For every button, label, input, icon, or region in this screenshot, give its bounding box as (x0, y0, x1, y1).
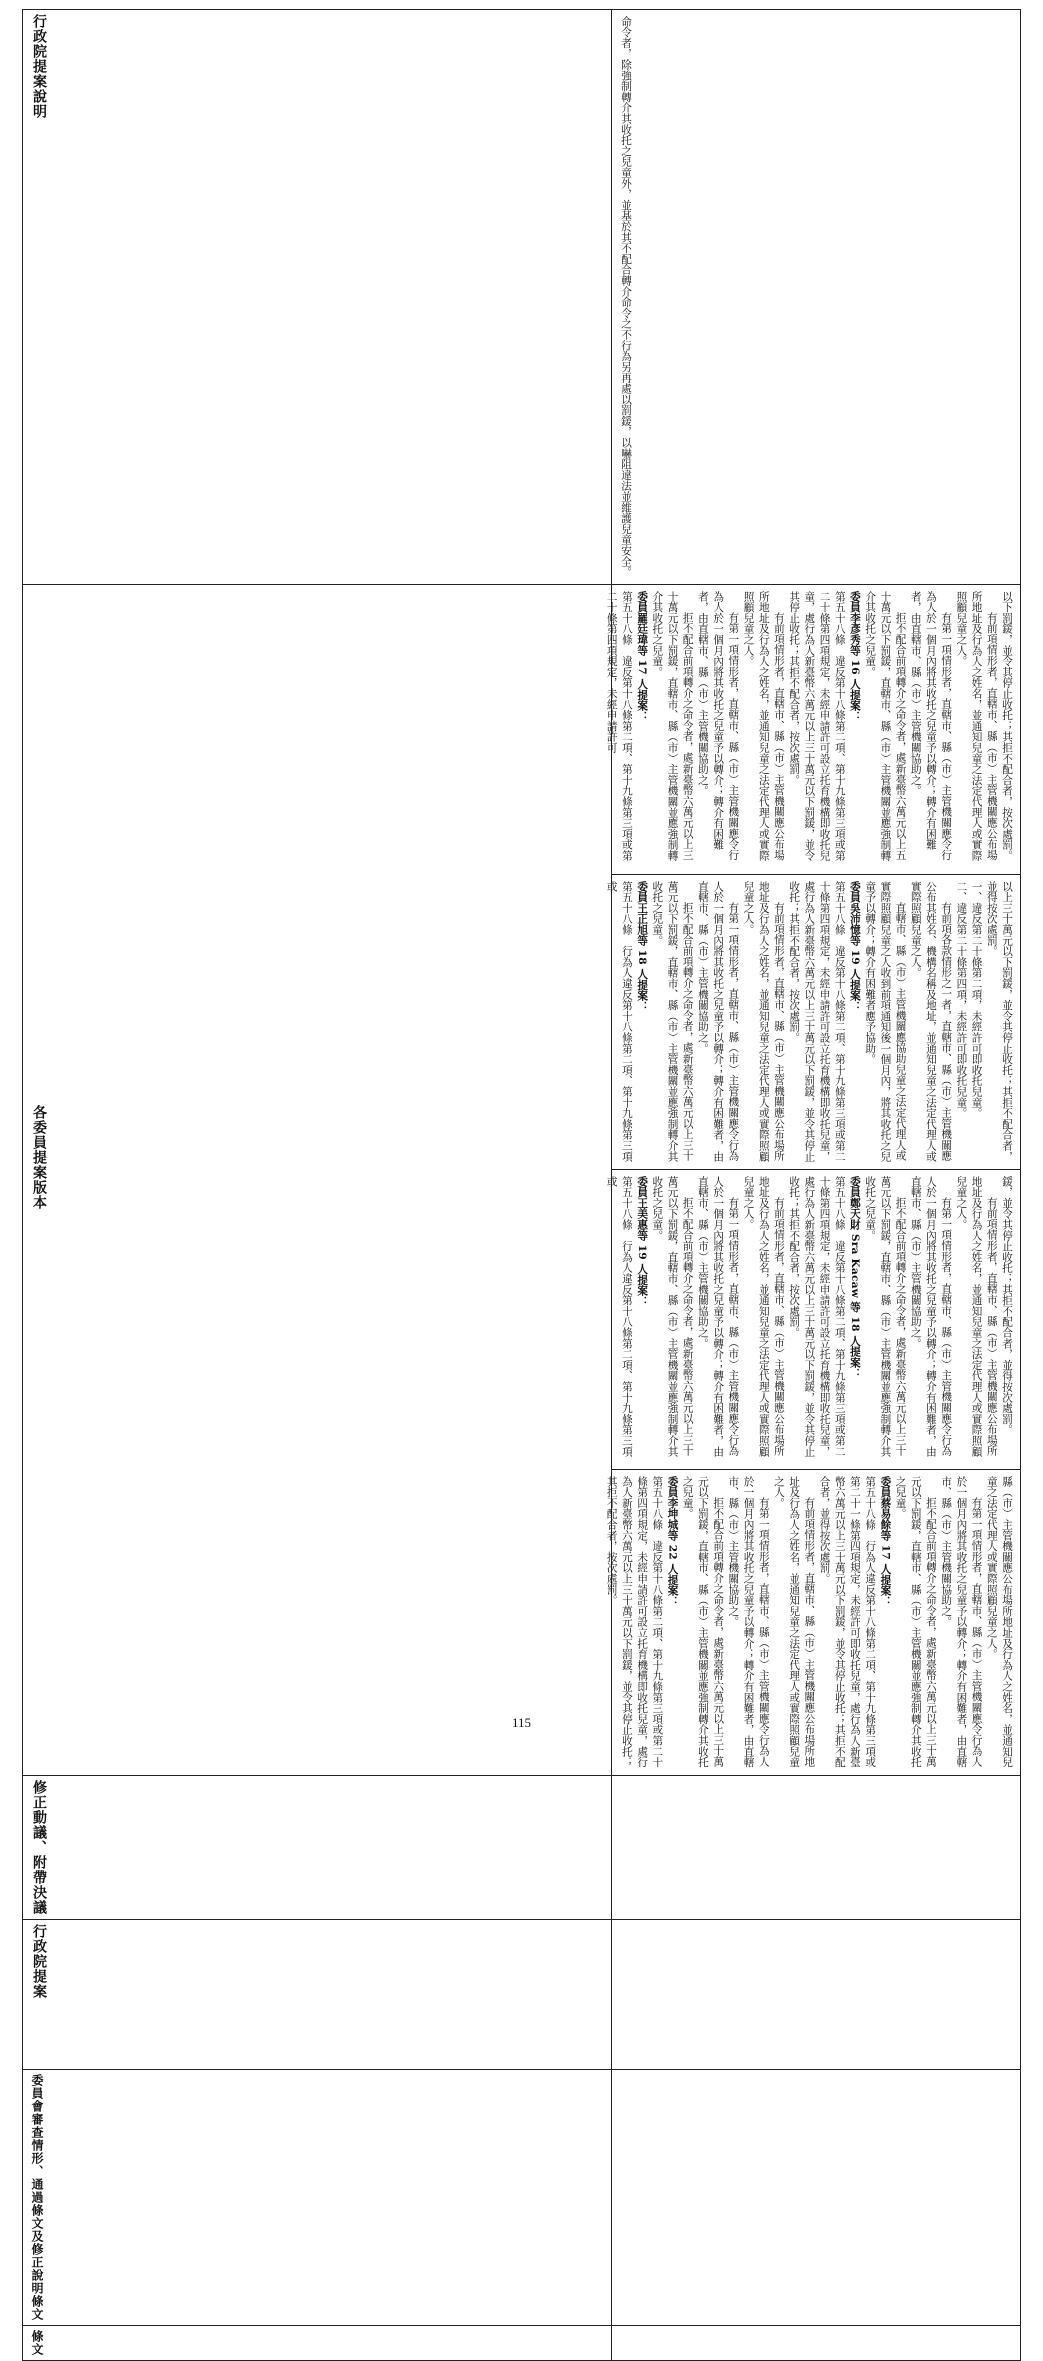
proposal-title: 委員蔡易餘等 17 人提案： (879, 1475, 892, 1607)
proposal-paragraph: 一、違反第二十條第二項，未經許可即收托兒童。 (970, 880, 983, 1119)
proposal-paragraph: 鍰，並令其停止收托；其拒不配合者，並得按次處罰。 (1001, 1175, 1013, 1435)
proposal-paragraph: 以下罰鍰，並令其停止收托；其拒不配合者，按次處罰。 (1001, 590, 1013, 861)
proposal-paragraph: 有前項情形者，直轄市、縣（市）主管機關應公布場所地址及行為人之姓名，並通知兒童之法定代理人或實際照顧兒童之人。 (742, 1175, 785, 1457)
proposal-paragraph: 縣（市）主管機關應公布場所地址及行為人之姓名，並通知兒童之法定代理人或實際照顧兒童之人。 (985, 1475, 1013, 1768)
header-amendment-cell (23, 1775, 612, 1919)
proposal-title: 委員李彥秀等 16 人提案： (848, 590, 861, 722)
header-exec-draft-cell (23, 1919, 612, 2069)
proposal-paragraph: 有前項情形者，直轄市、縣（市）主管機關應公布場所地址及行為人之姓名，並通知兒童之法定代理人或實際照顧兒童之人。 (955, 1175, 998, 1457)
proposal-paragraph: 以上三十萬元以下罰鍰，並令其停止收托；其拒不配合者，並得按次處罰。 (985, 880, 1013, 1162)
exec-note-cell (611, 10, 1020, 585)
proposal-paragraph: 直轄市、縣（市）主管機關應協助兒童之法定代理人或實際照顧兒童之人收到前項通知後一個月內，將其收托之兒童予以轉介；轉介有困難者應予協助。 (864, 880, 907, 1162)
proposal-title: 委員鄭天財 Sra Kacaw 等 18 人提案： (848, 1175, 861, 1379)
header-committee-cell (23, 2069, 612, 2325)
proposal-paragraph: 有第一項情形者，直轄市、縣（市）主管機關應令行為人於一個月內將其收托之兒童予以轉介；轉介有困難者，由直轄市、縣（市）主管機關協助之。 (909, 590, 953, 861)
proposal-paragraph: 有前項情形者，直轄市、縣（市）主管機關應公布場所地址及行為人之姓名，並通知兒童之法定代理人或實際照顧兒童之人。 (772, 1475, 816, 1768)
proposal-paragraph: 第五十八條 違反第十八條第二項、第十九條第三項或第二十條第四項規定，未經申請許可設立托育機構即收托兒童，處行為人新臺幣六萬元以上三十萬元以下罰鍰，並令其停止收托；其拒不配合者，按次處罰。 (788, 880, 846, 1162)
proposal-paragraph: 拒不配合前項轉介之命令者，處新臺幣六萬元以上三十萬元以下罰鍰，直轄市、縣（市）主管機關並應強制轉介其收托之兒童。 (681, 1475, 725, 1768)
member-drafts-col-2 (605, 1170, 1020, 1470)
proposal-paragraph: 有第一項情形者，直轄市、縣（市）主管機關應令行為人於一個月內將其收托之兒童予以轉介；轉介有困難者，由直轄市、縣（市）主管機關協助之。 (909, 1175, 953, 1457)
comparison-table (22, 9, 1021, 2361)
header-committee: 委員會審查情形、通過條文及修正說明條文 (30, 2073, 44, 2321)
proposal-paragraph: 拒不配合前項轉介之命令者，處新臺幣六萬元以上五十萬元以下罰鍰，直轄市、縣（市）主管機關並應強制轉介其收托之兒童。 (864, 590, 907, 861)
header-amendment: 修正動議、附帶決議 (31, 1779, 47, 1915)
proposal-paragraph: 拒不配合前項轉介之命令者，處新臺幣六萬元以上三十萬元以下罰鍰，直轄市、縣（市）主管機關並應強制轉介其收托之兒童。 (864, 1175, 907, 1457)
amendment-cell (611, 1775, 1020, 1919)
proposal-title: 委員王美惠等 19 人提案： (636, 1175, 649, 1307)
header-member-drafts: 各委員提案版本 (31, 1104, 47, 1210)
proposal-paragraph: 有第一項情形者，直轄市、縣（市）主管機關應令行為人於一個月內將其收托之兒童予以轉介；轉介有困難者，由直轄市、縣（市）主管機關協助之。 (696, 590, 740, 861)
exec-draft-cell (611, 1919, 1020, 2069)
proposal-title: 委員吳沛憶等 19 人提案： (848, 880, 861, 1012)
member-drafts-cell (605, 584, 1020, 1775)
proposal-title: 委員羅廷瑋等 17 人提案： (636, 590, 649, 722)
proposal-paragraph: 第五十八條 違反第十八條第二項、第十九條第三項或第二十條第四項規定，未經申請許可設立托育機構即收托兒童，處行為人新臺幣六萬元以上三十萬元以下罰鍰，並令其停止收托；其拒不配合者，按次處罰。 (788, 1175, 846, 1457)
proposal-paragraph: 有前項情形者，直轄市、縣（市）主管機關應公布場所地址及行為人之姓名，並通知兒童之法定代理人或實際照顧兒童之人。 (955, 590, 998, 861)
proposal-paragraph: 拒不配合前項轉介之命令者，處新臺幣六萬元以上三十萬元以下罰鍰，直轄市、縣（市）主管機關並應強制轉介其收托之兒童。 (651, 590, 694, 861)
proposal-paragraph: 有第一項情形者，直轄市、縣（市）主管機關應令行為人於一個月內將其收托之兒童予以轉介；轉介有困難者，由直轄市、縣（市）主管機關協助之。 (727, 1475, 770, 1768)
proposal-title: 委員王正旭等 18 人提案： (636, 880, 649, 1012)
proposal-paragraph: 有前項各款情形之一者，直轄市、縣（市）主管機關應公布其姓名、機構名稱及地址，並通知兒童之法定代理人或實際照顧兒童之人。 (909, 880, 953, 1162)
header-article: 條文 (30, 2329, 44, 2356)
exec-note-text: 命令者，除強制轉介其收托之兒童外，並基於其不配合轉介命令之不行為另再處以罰鍰，以嚇阻違法並維護兒童安全。 (620, 16, 633, 578)
proposal-paragraph: 拒不配合前項轉介之命令者，處新臺幣六萬元以上三十萬元以下罰鍰，直轄市、縣（市）主管機關並應強制轉介其收托之兒童。 (651, 1175, 694, 1457)
member-drafts-col-3 (605, 875, 1020, 1170)
member-drafts-col-4 (605, 585, 1020, 875)
proposal-paragraph: 第五十八條 行為人違反第十八條第二項、第十九條第三項或 (605, 880, 633, 1162)
proposal-paragraph: 拒不配合前項轉介之命令者，處新臺幣六萬元以上三十萬元以下罰鍰，直轄市、縣（市）主管機關並應強制轉介其收托之兒童。 (894, 1475, 937, 1768)
proposal-paragraph: 二、違反第二十條第四項，未經許可即收托兒童。 (955, 880, 968, 1119)
header-exec-note-cell (23, 10, 612, 585)
proposal-title: 委員李坤城等 22 人提案： (666, 1475, 679, 1607)
proposal-paragraph: 第五十八條 行為人違反第十八條第二項、第十九條第三項或 (605, 1175, 633, 1457)
proposal-paragraph: 有前項情形者，直轄市、縣（市）主管機關應公布場所地址及行為人之姓名，並通知兒童之法定代理人或實際照顧兒童之人。 (742, 590, 785, 861)
header-exec-note: 行政院提案說明 (31, 14, 47, 119)
header-member-drafts-cell (23, 584, 612, 1775)
committee-cell (611, 2069, 1020, 2325)
proposal-paragraph: 第五十八條 違反第十八條第二項、第十九條第三項或第二十條第四項規定，未經申請許可 (605, 590, 633, 861)
proposal-paragraph: 第五十八條 行為人違反第十八條第二項、第十九條第三項或第二十一條第四項規定，未經許可即收托兒童，處行為人新臺幣六萬元以上三十萬元以下罰鍰，並令其停止收托；其拒不配合者，並得按次處罰。 (818, 1475, 877, 1768)
page-number: 115 (511, 1715, 532, 1730)
proposal-paragraph: 第五十八條 違反第十八條第二項、第十九條第三項或第二十條第四項規定，未經申請許可設立托育機構即收托兒童，處行為人新臺幣六萬元以上三十萬元以下罰鍰，並令其停止收托；其拒不配合者，按次處罰。 (788, 590, 846, 861)
article-cell (611, 2325, 1020, 2360)
proposal-paragraph: 有第一項情形者，直轄市、縣（市）主管機關應令行為人於一個月內將其收托之兒童予以轉介；轉介有困難者，由直轄市、縣（市）主管機關協助之。 (696, 880, 740, 1162)
proposal-paragraph: 有前項情形者，直轄市、縣（市）主管機關應公布場所地址及行為人之姓名，並通知兒童之法定代理人或實際照顧兒童之人。 (742, 880, 785, 1162)
proposal-paragraph: 第五十八條 違反第十八條第二項、第十九條第三項或第二十條第四項規定，未經申請許可設立托育機構即收托兒童，處行為人新臺幣六萬元以上三十萬元以下罰鍰，並令其停止收托；其拒不配合者，按次處罰。 (605, 1475, 664, 1768)
header-exec-draft: 行政院提案 (31, 1923, 47, 1999)
proposal-paragraph: 有第一項情形者，直轄市、縣（市）主管機關應令行為人於一個月內將其收托之兒童予以轉介；轉介有困難者，由直轄市、縣（市）主管機關協助之。 (940, 1475, 983, 1768)
proposal-paragraph: 有第一項情形者，直轄市、縣（市）主管機關應令行為人於一個月內將其收托之兒童予以轉介；轉介有困難者，由直轄市、縣（市）主管機關協助之。 (696, 1175, 740, 1457)
proposal-paragraph: 拒不配合前項轉介之命令者，處新臺幣六萬元以上三十萬元以下罰鍰，直轄市、縣（市）主管機關並應強制轉介其收托之兒童。 (651, 880, 694, 1162)
header-article-cell (23, 2325, 612, 2360)
